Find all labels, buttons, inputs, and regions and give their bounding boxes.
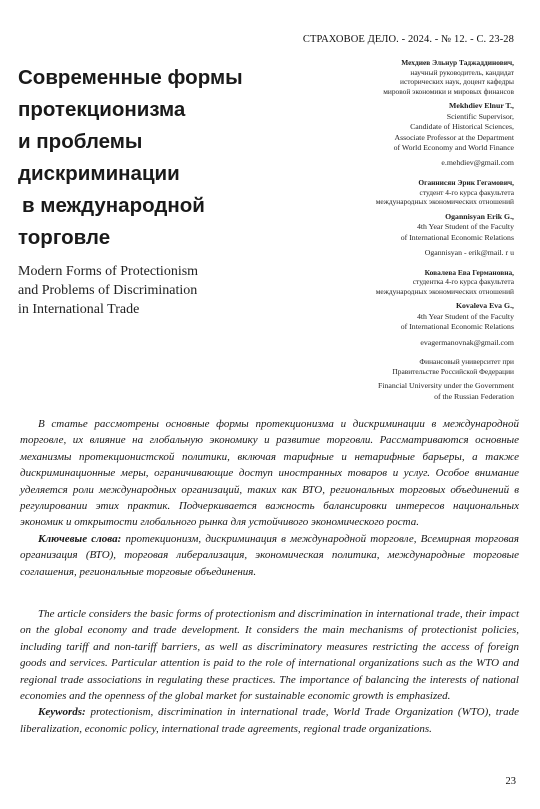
keywords-en <box>20 704 519 737</box>
author-2-name-ru: Оганнисян Эрик Гегамович, <box>418 178 514 187</box>
title-line: Современные формы <box>18 66 243 89</box>
title-line: торговле <box>18 226 111 249</box>
author-2-info-en: 4th Year Student of the Faculty <box>416 222 514 232</box>
authors-block <box>284 58 514 402</box>
author-2-info-ru: международных экономических отношений <box>375 197 514 207</box>
abstract-en-text: The article considers the basic forms of protectionism and discrimination in international trade, their impact on the global economy and trade development. It considers the main mechanisms of protectionist policies, including tariff and non-tariff barriers, as well as discriminatory measures restricting the access of foreign goods and services. Particular attention is paid to the role of international organizations such as the WTO and regional trade associations in regulating these practices. The importance of balancing the interests of national economies and the openness of the global market for sustainable economic growth is emphasized. <box>20 608 519 703</box>
affiliation-ru: Финансовый университет при <box>419 357 514 367</box>
keywords-ru <box>20 531 519 580</box>
keywords-ru-text: протекционизм, дискриминация в международной торговле, Всемирная торговая организация (ВТО), торговая либерализация, экономическая политика, международные торговые соглашения, региональные торговые объединения. <box>20 532 520 578</box>
abstract-en <box>20 606 519 737</box>
keywords-ru-label: Ключевые слова: <box>38 532 122 545</box>
keywords-en-text: protectionism, discrimination in international trade, World Trade Organization (WTO), trade liberalization, economic policy, international trade agreements, regional trade organizations. <box>20 706 519 735</box>
author-3-info-en: 4th Year Student of the Faculty <box>416 311 514 321</box>
author-2-name-en: Ogannisyan Erik G., <box>445 211 514 221</box>
article-title-en <box>18 262 268 319</box>
author-1-info-ru: научный руководитель, кандидат <box>410 67 514 77</box>
abstract-ru <box>20 416 519 580</box>
author-1-info-ru: мировой экономики и мировых финансов <box>383 86 514 96</box>
article-title-ru <box>18 62 268 254</box>
author-1-name-en: Mekhdiev Elnur T., <box>449 101 514 111</box>
title-en-line: and Problems of Discrimination <box>18 283 198 298</box>
author-1-email[interactable]: e.mehdiev@gmail.com <box>441 158 514 168</box>
affiliation-en: Financial University under the Government <box>378 381 514 391</box>
page-number: 23 <box>505 776 516 787</box>
author-1-name-ru: Мехдиев Эльнур Таджаддинович, <box>401 58 514 67</box>
author-3-name-ru: Ковалева Ева Германовна, <box>424 267 514 277</box>
author-1-info-ru: исторических наук, доцент кафедры <box>400 77 514 87</box>
author-1-info-en: of World Economy and World Finance <box>393 143 514 152</box>
title-line: и проблемы <box>18 130 143 153</box>
abstract-ru-text: В статье рассмотрены основные формы протекционизма и дискриминации в международной торговле, их влияние на глобальную экономику и развитие торговли. Рассматриваются основные механизмы протекционистской политики, включая тарифные и нетарифные барьеры, а также дискриминационные меры, ограничивающие доступ иностранных товаров и услуг. Особое внимание уделяется роли международных организаций, таких как ВТО, региональных торговых объединений в регулировании этих практик. Подчеркивается важность балансировки интересов национальных экономик и открытости глобального рынка для устойчивого экономического роста. <box>20 418 519 529</box>
keywords-en-label: Keywords: <box>38 706 86 719</box>
author-1-info-en: Candidate of Historical Sciences, <box>410 122 514 132</box>
title-line: протекционизма <box>18 98 186 121</box>
author-2-info-en: of International Economic Relations <box>400 232 514 242</box>
affiliation-en: of the Russian Federation <box>434 391 514 401</box>
title-en-line: Modern Forms of Protectionism <box>18 264 199 279</box>
author-2-email[interactable]: Ogannisyan - erik@mail. r u <box>424 248 514 257</box>
affiliation-ru: Правительстве Российской Федерации <box>392 366 514 376</box>
title-line: дискриминации <box>18 162 180 185</box>
title-en-line: in International Trade <box>18 302 140 317</box>
author-2-info-ru: студент 4-го курса факультета <box>419 187 514 197</box>
journal-header: СТРАХОВОЕ ДЕЛО. - 2024. - № 12. - С. 23-28 <box>302 34 514 45</box>
author-3-info-en: of International Economic Relations <box>400 322 514 332</box>
author-3-email[interactable]: evagermanovnak@gmail.com <box>420 337 514 347</box>
author-3-info-ru: международных экономических отношений <box>375 286 514 296</box>
author-3-info-ru: студентка 4-го курса факультета <box>412 277 514 287</box>
author-1-info-en: Scientific Supervisor, <box>446 111 514 121</box>
title-line: в международной <box>22 194 205 217</box>
author-1-info-en: Associate Professor at the Department <box>394 132 514 142</box>
author-3-name-en: Kovaleva Eva G., <box>455 301 514 311</box>
